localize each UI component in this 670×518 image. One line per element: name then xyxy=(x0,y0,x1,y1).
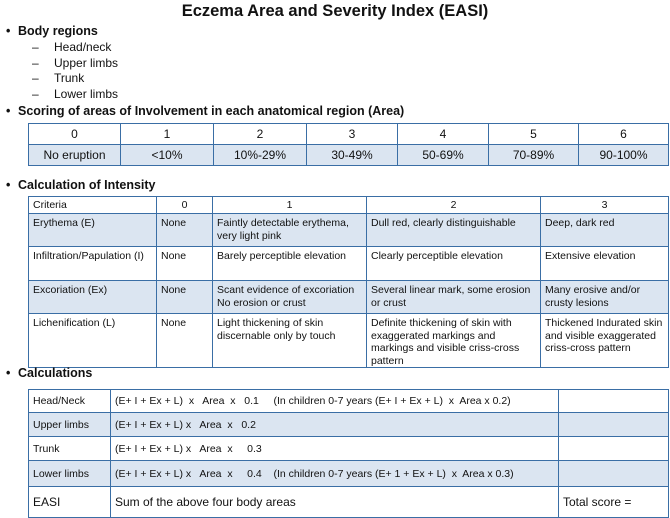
table-cell: Thickened Indurated skin and visible exaggerated criss-cross pattern xyxy=(541,314,669,368)
table-cell: 3 xyxy=(307,124,398,145)
table-cell: 0 xyxy=(29,124,121,145)
total-score-cell: Total score = xyxy=(559,487,669,518)
region-label: Head/neck xyxy=(54,40,112,54)
list-item xyxy=(32,71,84,85)
calculations-table xyxy=(28,389,669,518)
intensity-table xyxy=(28,196,669,368)
table-header-row xyxy=(29,197,669,214)
heading-text: Scoring of areas of Involvement in each anatomical region (Area) xyxy=(18,104,405,118)
table-row xyxy=(29,314,669,368)
table-cell: (E+ I + Ex + L) x Area x 0.1 (In children 0-7 years (E+ I + Ex + L) x Area x 0.2) xyxy=(111,390,559,413)
table-cell xyxy=(559,390,669,413)
area-score-table xyxy=(28,123,669,166)
table-cell: <10% xyxy=(121,145,214,166)
list-item xyxy=(32,87,118,101)
list-item xyxy=(32,40,111,54)
table-row xyxy=(29,413,669,437)
table-cell: Lichenification (L) xyxy=(29,314,157,368)
table-cell: None xyxy=(157,314,213,368)
table-cell: Definite thickening of skin with exaggerated markings and markings and visible criss-cross pattern xyxy=(367,314,541,368)
table-cell: None xyxy=(157,214,213,247)
table-cell: Sum of the above four body areas xyxy=(111,487,559,518)
body-regions-heading xyxy=(6,24,98,38)
table-cell: (E+ I + Ex + L) x Area x 0.4 (In children 0-7 years (E+ 1 + Ex + L) x Area x 0.3) xyxy=(111,461,559,487)
table-cell: No eruption xyxy=(29,145,121,166)
table-row xyxy=(29,487,669,518)
table-cell: 1 xyxy=(121,124,214,145)
dash-icon: – xyxy=(32,87,39,101)
table-row xyxy=(29,145,669,166)
table-row xyxy=(29,281,669,314)
table-row xyxy=(29,390,669,413)
region-label: Trunk xyxy=(54,71,85,85)
table-cell: 10%-29% xyxy=(214,145,307,166)
table-cell: Light thickening of skin discernable only by touch xyxy=(213,314,367,368)
table-row xyxy=(29,214,669,247)
table-cell: Many erosive and/or crusty lesions xyxy=(541,281,669,314)
table-cell: (E+ I + Ex + L) x Area x 0.3 xyxy=(111,437,559,461)
table-cell: 4 xyxy=(398,124,489,145)
table-cell: None xyxy=(157,281,213,314)
intensity-heading xyxy=(6,178,156,192)
table-row xyxy=(29,437,669,461)
bullet-icon: • xyxy=(6,366,11,380)
list-item xyxy=(32,56,118,70)
table-cell: EASI xyxy=(29,487,111,518)
table-cell: 2 xyxy=(214,124,307,145)
dash-icon: – xyxy=(32,71,39,85)
table-cell: 30-49% xyxy=(307,145,398,166)
table-cell: Trunk xyxy=(29,437,111,461)
table-cell: Excoriation (Ex) xyxy=(29,281,157,314)
table-cell: Erythema (E) xyxy=(29,214,157,247)
table-cell: 70-89% xyxy=(489,145,579,166)
table-cell: 50-69% xyxy=(398,145,489,166)
heading-text: Calculation of Intensity xyxy=(18,178,156,192)
table-row xyxy=(29,247,669,281)
bullet-icon: • xyxy=(6,24,11,38)
table-cell xyxy=(559,413,669,437)
page-title: Eczema Area and Severity Index (EASI) xyxy=(181,2,489,20)
table-cell xyxy=(559,461,669,487)
table-cell: Scant evidence of excoriation No erosion or crust xyxy=(213,281,367,314)
table-cell xyxy=(559,437,669,461)
table-cell: Extensive elevation xyxy=(541,247,669,281)
table-cell: 5 xyxy=(489,124,579,145)
table-row xyxy=(29,461,669,487)
calculations-heading xyxy=(6,366,92,380)
table-cell: Several linear mark, some erosion or crust xyxy=(367,281,541,314)
table-cell: Deep, dark red xyxy=(541,214,669,247)
table-header-cell: 3 xyxy=(541,197,669,214)
table-header-cell: 2 xyxy=(367,197,541,214)
table-cell: Clearly perceptible elevation xyxy=(367,247,541,281)
heading-text: Body regions xyxy=(18,24,98,38)
bullet-icon: • xyxy=(6,178,11,192)
table-header-cell: Criteria xyxy=(29,197,157,214)
table-header-cell: 0 xyxy=(157,197,213,214)
bullet-icon: • xyxy=(6,104,11,118)
table-cell: Infiltration/Papulation (I) xyxy=(29,247,157,281)
table-cell: Barely perceptible elevation xyxy=(213,247,367,281)
table-cell: Dull red, clearly distinguishable xyxy=(367,214,541,247)
table-cell: Upper limbs xyxy=(29,413,111,437)
region-label: Lower limbs xyxy=(54,87,119,101)
heading-text: Calculations xyxy=(18,366,93,380)
table-cell: Faintly detectable erythema, very light pink xyxy=(213,214,367,247)
table-cell: (E+ I + Ex + L) x Area x 0.2 xyxy=(111,413,559,437)
table-cell: 90-100% xyxy=(579,145,669,166)
table-cell: None xyxy=(157,247,213,281)
area-heading xyxy=(6,104,404,118)
table-header-cell: 1 xyxy=(213,197,367,214)
table-cell: 6 xyxy=(579,124,669,145)
dash-icon: – xyxy=(32,40,39,54)
dash-icon: – xyxy=(32,56,39,70)
table-row xyxy=(29,124,669,145)
table-cell: Head/Neck xyxy=(29,390,111,413)
region-label: Upper limbs xyxy=(54,56,119,70)
table-cell: Lower limbs xyxy=(29,461,111,487)
